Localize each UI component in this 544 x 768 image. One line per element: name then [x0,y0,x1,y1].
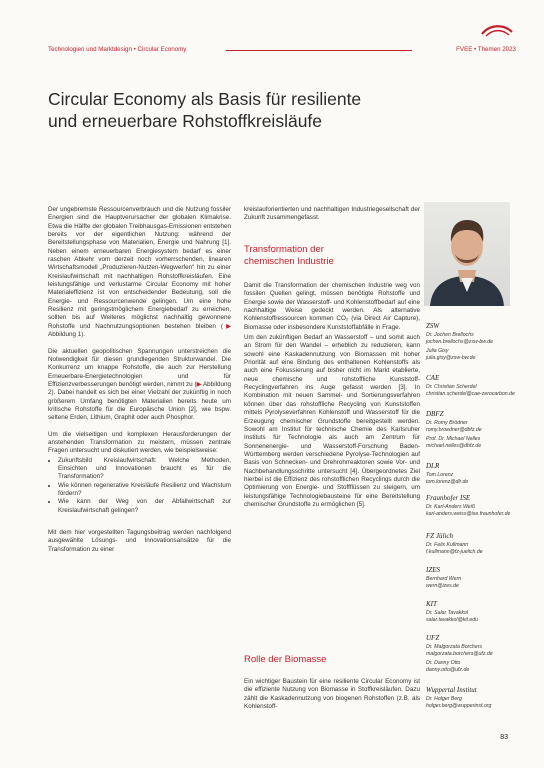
affiliation-org: CAE [426,374,440,382]
paragraph: Um den zukünftigen Bedarf an Wasserstoff – und somit auch an Strom für den Wandel – erheblich zu reduzieren, kann sowohl eine Kaskadennutzung von Biomassen mit hoher Priorität auf eine Bindung des enthaltenen Kohlenstoffs als auch eine Fokussierung auf bisher nicht im Markt etablierte, neue chemische und rohstoffliche Kunststoff-Recyclingverfahren ins Auge gefasst werden [3]. In Kombination mit neuen Sammel- und Sortierungsverfahren können über das rohstoffliche Recycling von Kunststoffen mittels Pyrolyseverfahren Kohlenstoff und Wasserstoff für die Erzeugung chemischer Grundstoffe bereitgestellt werden. Sowohl am Institut für technische Chemie des Karlsruher Instituts für Technologie als auch am Zentrum für Sonnenenergie- und Wasserstoff-Forschung Baden-Württemberg werden verschiedene Pyrolyse-Technologien auf Basis von Schnecken- und Drehrohrreaktoren sowie Vor- und Nachbehandlungsschritte untersucht [4]. Übergeordnetes Ziel hierbei ist die Effizienz des rohstofflichen Recyclings durch die Optimierung von Energie- und Stoffflüssen zu steigern, um leistungsfähige Technologiebausteine für eine Bereitstellung chemischer Grundstoffe zu ermöglichen [5]. [244,334,420,508]
text-column-2-bottom [244,678,420,719]
affiliation-org: IZES [426,566,440,574]
fvee-logo-icon [480,22,514,38]
text-column-2-intro: kreislauforientierten und nachhaltigen Industriegesellschaft der Zukunft zusammengefasst. [244,206,420,222]
header-rule [226,50,412,51]
affiliation-kit: KIT Dr. Salar Tavakkol salar.tavakkol@kit.edu [426,600,479,623]
affiliation-dlr: DLR Tom Lorenz tom.lorenz@dlr.de [426,462,469,485]
affiliation-cae: CAE Dr. Christian Scherdel christian.scherdel@cae-zerocarbon.de [426,374,515,397]
arrow-right-icon: ▶ [196,380,202,388]
header-section-label: Technologien und Marktdesign • Circular Economy [48,46,187,53]
article-title [48,88,408,132]
affiliation-org: FZ Jülich [426,532,454,540]
person-portrait-icon [424,202,510,306]
paragraph: Die aktuellen geopolitischen Spannungen unterstreichen die Notwendigkeit für diesen grundlegenden Strukturwandel. Die Konkurrenz um knappe Rohstoffe, die auch zur Herstellung Erneuerbare-Energietechnologien und für Effizienzverbesserungen benötigt werden, nimmt zu (▶ Abbildung 2). Dabei handelt es sich bei einer Vielzahl der zukünftig in noch größerem Umfang benötigten Materialien bereits heute um kritische Rohstoffe für die Europäische Union [2], wie bspw. seltene Erden, Lithium, Graphit oder auch Phosphor. [48,347,231,422]
affiliation-org: UFZ [426,634,440,642]
question-list [48,457,231,515]
arrow-right-icon: ▶ [222,322,232,330]
list-item: • Wie kann der Weg von der Abfallwirtschaft zur Kreislaufwirtschaft gelingen? [58,498,231,515]
affiliation-org: Wuppertal Institut [426,686,477,694]
list-item: • Zukunftsbild Kreislaufwirtschaft: Welche Methoden, Einsichten und Innovationen braucht es für die Transformation? [58,457,231,482]
affiliation-fraunhofer-ise: Fraunhofer ISE Dr. Karl-Anders Weiß karl-anders.weiss@ise.fraunhofer.de [426,494,511,517]
paragraph: Mit dem hier vorgestellten Tagungsbeitrag werden nachfolgend ausgewählte Lösungs- und Innovationsansätze für die Transformation zu einer [48,529,231,553]
affiliation-org: ZSW [426,322,440,330]
text-column-1 [48,206,231,562]
header-publication-label: FVEE • Themen 2023 [456,46,516,53]
author-photo [424,202,510,306]
figure-reference[interactable]: Abbildung 2). Dabei handelt es sich bei einer Vielzahl der zukünftig in noch größerem Umfang benötigten Materialien bereits heute um kritische Rohstoffe für die Europäische Union [2], wie bspw. seltene Erden, Lithium, Graphit oder auch Phosphor. [48,380,231,422]
affiliation-zsw: ZSW Dr. Jochen Brellochs jochen.brellochs@zsw-bw.de Julia Gisy julia.gisy@zsw-bw.de [426,322,493,361]
figure-reference[interactable]: Abbildung 1). [48,331,86,339]
affiliation-org: DLR [426,462,440,470]
affiliation-org: Fraunhofer ISE [426,494,471,502]
affiliation-izes: IZES Bernhard Wern wern@izes.de [426,566,462,589]
list-item: • Wie können regenerative Kreisläufe Resilienz und Wachstum fördern? [58,482,231,499]
section-heading-chemical-industry [244,244,420,268]
affiliation-dbfz: DBFZ Dr. Romy Brödner romy.broedner@dbfz.de Prof. Dr. Michael Nelles michael.nelles@dbfz.de [426,410,482,449]
affiliation-org: KIT [426,600,437,608]
paragraph: Um die vielseitigen und komplexen Herausforderungen der anstehenden Transformation zu meistern, müssen zentrale Fragen untersucht und diskutiert werden, wie beispielsweise: [48,430,231,455]
paragraph: Der ungebremste Ressourcenverbrauch und die Nutzung fossiler Energien sind die Hauptverursacher der globalen Klimakrise. Etwa die Hälfte der globalen Treibhausgas-Emissionen entstehen bereits vor der eigentlichen Nutzung: während der Bereitstellungsphase von Materialien, Energie und Nahrung [1]. Neben einem erneuerbaren Energiesystem bedarf es einer raschen Abkehr vom derzeit noch vorherrschenden, linearen Wirtschaftsmodell „Produzieren-Nutzen-Wegwerfen“ hin zu einer Kreislaufwirtschaft mit nachhaltigen Rohstoffkreisläufen. Eine leistungsfähige und verlustarme Circular Economy mit hoher Materialeffizienz ist von entscheidender Bedeutung, soll die Energie- und Ressourcenwende gelingen. Um eine hohe Resilienz mit geringstmöglichem Energiebedarf zu erreichen, sollten bis auf Weiteres möglichst nachhaltig gewonnene Rohstoffe und Nachnutzungsoptionen bestehen bleiben (▶ Abbildung 1). [48,206,232,339]
section-heading-line: Transformation der [244,244,324,255]
section-heading-biomass [244,654,420,666]
text-column-2 [244,282,420,517]
article-title-line-1: Circular Economy als Basis für resiliente [48,89,362,109]
section-heading-line: chemischen Industrie [244,256,334,267]
affiliation-fz-juelich: FZ Jülich Dr. Felix Kullmann f.kullmann@fz-juelich.de [426,532,483,555]
affiliation-wuppertal-institut: Wuppertal Institut Dr. Holger Berg holger.berg@wupperinst.org [426,686,492,709]
paragraph: Damit die Transformation der chemischen Industrie weg von fossilen Quellen gelingt, müssen benötigte Rohstoffe und Energie sowie der Wasserstoff- und Kohlenstoffbedarf auf eine nachhaltige Weise gedeckt werden. Als alternative Kohlenstoffressourcen kommen CO₂ (via Direct Air Capture), Biomasse oder insbesondere Kunststoffabfälle in Frage. [244,282,420,331]
article-title-line-2: und erneuerbare Rohstoffkreisläufe [48,111,323,131]
page-number: 83 [500,734,508,741]
section-heading-line: Rolle der Biomasse [244,654,327,665]
paragraph: Ein wichtiger Baustein für eine resiliente Circular Economy ist die effiziente Nutzung von Biomasse in Stoffkreisläufen. Dazu zählt die Kaskadennutzung von biogenen Rohstoffen (z.B. als Kohlenstoff- [244,678,420,711]
affiliation-org: DBFZ [426,410,444,418]
affiliation-ufz: UFZ Dr. Malgorzata Borchers malgorzata.borchers@ufz.de Dr. Danny Otto danny.otto@ufz.de [426,634,493,673]
